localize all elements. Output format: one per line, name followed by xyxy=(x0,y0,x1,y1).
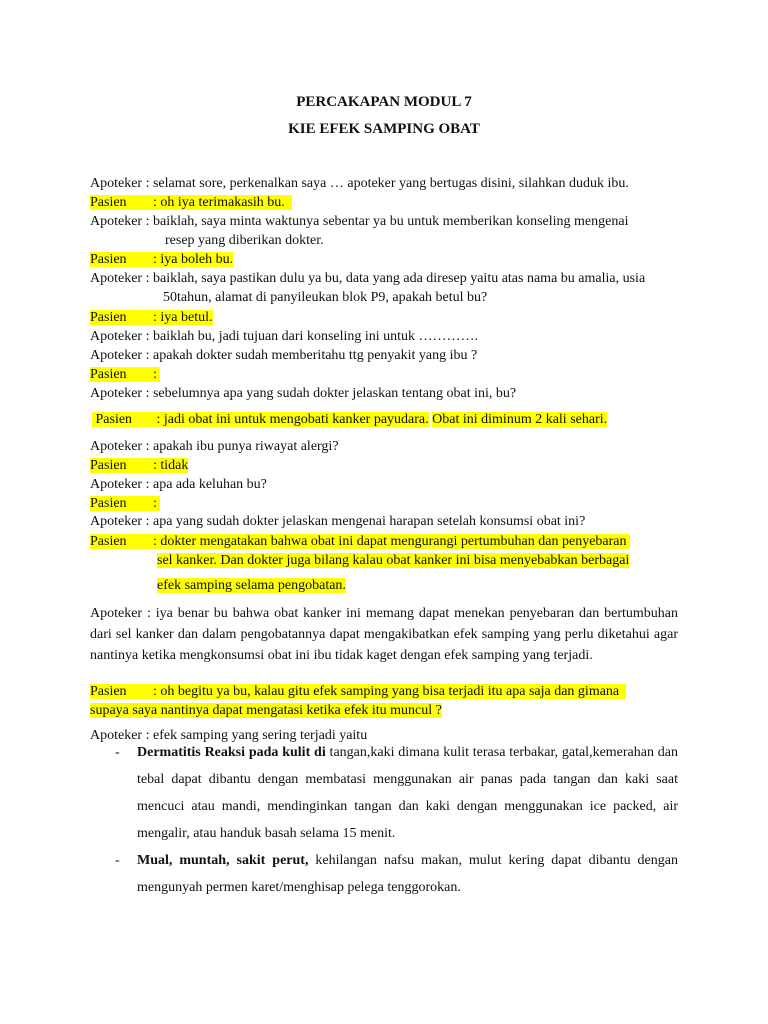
dialog-text: baiklah, saya minta waktunya sebentar ya bu untuk memberikan konseling mengenai xyxy=(152,214,629,229)
dialog-line xyxy=(90,271,645,287)
speaker-apoteker: Apoteker : xyxy=(90,214,150,229)
dialog-text: apakah ibu punya riwayat alergi? xyxy=(152,439,339,454)
dialog-text: baiklah bu, jadi tujuan dari konseling ini untuk …………. xyxy=(152,329,479,344)
speaker-apoteker: Apoteker : xyxy=(90,728,150,743)
dialog-text: apa ada keluhan bu? xyxy=(152,477,267,492)
speaker-colon: : xyxy=(153,684,157,699)
dialog-text-highlight: supaya saya nantinya dapat mengatasi ketika efek itu muncul ? xyxy=(90,703,442,718)
list-item-heading: Dermatitis Reaksi pada kulit di xyxy=(137,745,326,760)
dialog-line xyxy=(90,310,213,326)
dialog-text: efek samping yang sering terjadi yaitu xyxy=(152,728,368,743)
dialog-text-highlight: sel kanker. Dan dokter juga bilang kalau obat kanker ini bisa menyebabkan berbagai xyxy=(157,553,630,568)
speaker-colon: : xyxy=(153,252,157,267)
list-item xyxy=(137,739,678,847)
dialog-text: oh iya terimakasih bu. xyxy=(160,195,285,210)
dialog-line xyxy=(90,214,628,230)
dialog-line xyxy=(90,195,292,211)
dialog-line xyxy=(90,386,516,402)
dialog-text: oh begitu ya bu, kalau gitu efek samping yang bisa terjadi itu apa saja dan gimana xyxy=(160,684,620,699)
dialog-line xyxy=(90,252,233,268)
dialog-text-highlight: Obat ini diminum 2 kali sehari. xyxy=(432,412,608,427)
speaker-colon: : xyxy=(153,367,157,382)
speaker-colon: : xyxy=(153,310,157,325)
speaker-pasien: Pasien xyxy=(90,496,127,511)
speaker-apoteker: Apoteker : xyxy=(90,439,150,454)
dialog-text: apakah dokter sudah memberitahu ttg penyakit yang ibu ? xyxy=(152,348,478,363)
speaker-apoteker: Apoteker : xyxy=(90,271,150,286)
speaker-colon: : xyxy=(153,496,157,511)
dialog-line xyxy=(90,367,160,383)
dialog-text: dokter mengatakan bahwa obat ini dapat mengurangi pertumbuhan dan penyebaran xyxy=(160,534,627,549)
speaker-apoteker: Apoteker : xyxy=(90,477,150,492)
dialog-line xyxy=(90,458,188,474)
dialog-text: baiklah, saya pastikan dulu ya bu, data yang ada diresep yaitu atas nama bu amalia, usia xyxy=(152,271,646,286)
dialog-line xyxy=(90,348,477,364)
speaker-apoteker: Apoteker : xyxy=(90,386,150,401)
dialog-text: jadi obat ini untuk mengobati kanker payudara. xyxy=(163,412,429,427)
list-item xyxy=(137,847,678,901)
speaker-pasien: Pasien xyxy=(90,367,127,382)
dialog-line-continued xyxy=(90,703,442,719)
speaker-pasien: Pasien xyxy=(90,195,127,210)
dialog-text: apa yang sudah dokter jelaskan mengenai harapan setelah konsumsi obat ini? xyxy=(152,514,586,529)
speaker-pasien: Pasien xyxy=(90,684,127,699)
dialog-line xyxy=(90,534,630,550)
speaker-apoteker: Apoteker : xyxy=(90,348,150,363)
dialog-line xyxy=(92,412,607,428)
dialog-line-continued xyxy=(157,578,346,594)
dialog-line-continued xyxy=(157,553,629,569)
dialog-line xyxy=(90,439,339,455)
list-item-text: kehilangan nafsu makan, mulut kering dapat dibantu dengan mengunyah permen karet/menghisap pelega tenggorokan. xyxy=(137,853,678,895)
bullet-marker: - xyxy=(115,745,120,760)
speaker-colon: : xyxy=(153,195,157,210)
speaker-apoteker: Apoteker : xyxy=(90,329,150,344)
dialog-line xyxy=(90,176,629,192)
bullet-marker: - xyxy=(115,853,120,868)
speaker-colon: : xyxy=(153,534,157,549)
speaker-apoteker: Apoteker : xyxy=(90,514,150,529)
speaker-colon: : xyxy=(153,458,157,473)
list-item-heading: Mual, muntah, sakit perut, xyxy=(137,853,309,868)
dialog-text: iya boleh bu. xyxy=(160,252,234,267)
dialog-text: selamat sore, perkenalkan saya … apoteker yang bertugas disini, silahkan duduk ibu. xyxy=(152,176,629,191)
dialog-text: iya betul. xyxy=(160,310,213,325)
dialog-line xyxy=(90,496,160,512)
speaker-pasien: Pasien xyxy=(90,252,127,267)
speaker-pasien: Pasien xyxy=(90,310,127,325)
dialog-text: sebelumnya apa yang sudah dokter jelaskan tentang obat ini, bu? xyxy=(152,386,517,401)
dialog-line xyxy=(90,684,626,700)
dialog-paragraph: Apoteker : iya benar bu bahwa obat kanker ini memang dapat menekan penyebaran dan bertumbuhan dari sel kanker dan dalam pengobatannya dapat mengakibatkan efek samping yang perlu diketahui agar nantinya ketika mengkonsumsi obat ini ibu tidak kaget dengan efek samping yang terjadi. xyxy=(90,606,678,663)
dialog-text-highlight: efek samping selama pengobatan. xyxy=(157,578,346,593)
dialog-text: tidak xyxy=(160,458,189,473)
speaker-pasien: Pasien xyxy=(90,534,127,549)
speaker-colon: : xyxy=(156,412,161,427)
dialog-line-continued: resep yang diberikan dokter. xyxy=(165,233,324,248)
list-item-text: tangan,kaki dimana kulit terasa terbakar, gatal,kemerahan dan tebal dapat dibantu dengan membatasi menggunakan air panas pada tangan dan kaki saat mencuci atau mandi, mendinginkan tangan dan kaki dengan menggunakan ice packed, air mengalir, atau handuk basah selama 15 menit. xyxy=(137,745,679,841)
speaker-apoteker: Apoteker : xyxy=(90,176,150,191)
document-title: PERCAKAPAN MODUL 7 xyxy=(296,94,472,110)
dialog-line xyxy=(90,329,478,345)
dialog-line-continued: 50tahun, alamat di panyileukan blok P9, apakah betul bu? xyxy=(163,290,488,305)
dialog-line xyxy=(90,514,585,530)
speaker-pasien: Pasien xyxy=(90,458,127,473)
dialog-line xyxy=(90,477,267,493)
speaker-pasien: Pasien xyxy=(95,412,133,427)
document-subtitle: KIE EFEK SAMPING OBAT xyxy=(288,121,480,137)
